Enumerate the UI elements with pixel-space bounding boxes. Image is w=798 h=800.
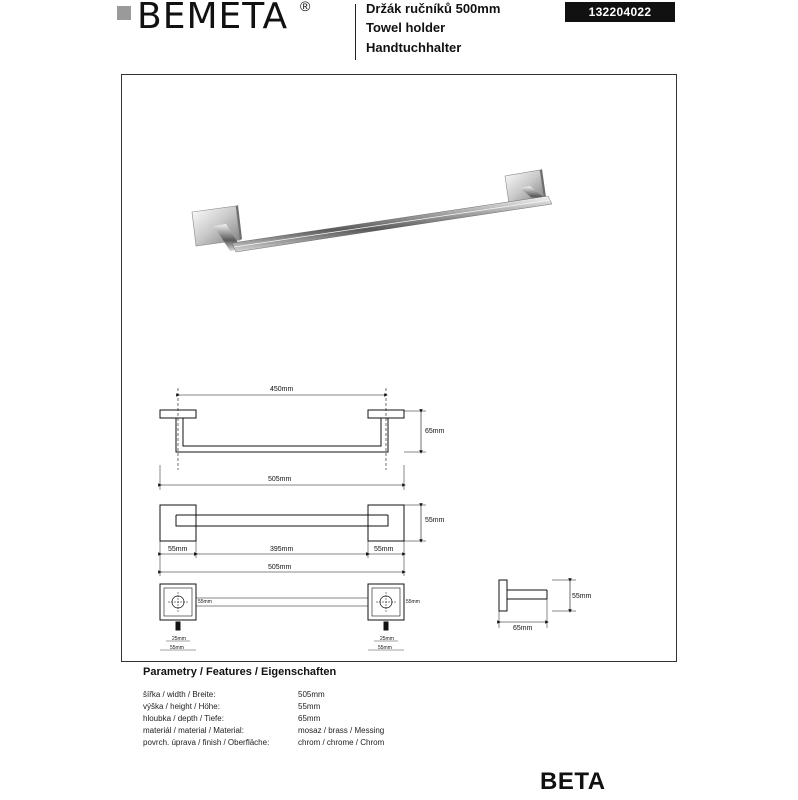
dim-55-mid-label: 55mm (374, 546, 394, 553)
dim-55-bottom-left-label: 55mm (170, 645, 184, 651)
dim-65-label: 65mm (425, 428, 445, 435)
dim-55-bottom-right-label: 55mm (378, 645, 392, 651)
top-view (160, 505, 426, 576)
mounting-view (160, 584, 404, 650)
param-label-width: šířka / width / Breite: (143, 690, 216, 699)
product-name-en: Towel holder (366, 20, 446, 35)
side-view (499, 580, 576, 628)
param-value-finish: chrom / chrome / Chrom (298, 738, 385, 747)
dim-55-plate-left-label: 55mm (198, 599, 212, 605)
param-value-width: 505mm (298, 690, 325, 699)
dim-450-label: 450mm (270, 386, 294, 393)
param-value-depth: 65mm (298, 714, 321, 723)
dim-55-plate-right-label: 55mm (406, 599, 420, 605)
side-dim-55-label: 55mm (572, 593, 592, 600)
param-label-height: výška / height / Höhe: (143, 702, 220, 711)
dim-505-mid-label: 505mm (268, 564, 292, 571)
dim-505-top-label: 505mm (268, 476, 292, 483)
dim-395-label: 395mm (270, 546, 294, 553)
series-name: BETA (540, 768, 606, 795)
product-name-cz: Držák ručníků 500mm (366, 1, 501, 16)
param-value-height: 55mm (298, 702, 321, 711)
dim-55-left-label: 55mm (168, 546, 188, 553)
side-dim-65-label: 65mm (513, 625, 533, 632)
front-view (160, 388, 426, 490)
param-value-material: mosaz / brass / Messing (298, 726, 385, 735)
registered-mark: ® (300, 0, 311, 14)
parameters-title: Parametry / Features / Eigenschaften (143, 666, 337, 678)
product-photo (192, 169, 552, 252)
param-label-material: materiál / material / Material: (143, 726, 244, 735)
dim-25-left-label: 25mm (172, 636, 186, 642)
param-label-depth: hloubka / depth / Tiefe: (143, 714, 224, 723)
product-code-badge: 132204022 (565, 2, 675, 22)
dim-55-right-label: 55mm (425, 517, 445, 524)
brand-logo: BEMETA (137, 0, 289, 37)
param-label-finish: povrch. úprava / finish / Oberfläche: (143, 738, 270, 747)
dim-25-right-label: 25mm (380, 636, 394, 642)
product-name-de: Handtuchhalter (366, 40, 462, 55)
